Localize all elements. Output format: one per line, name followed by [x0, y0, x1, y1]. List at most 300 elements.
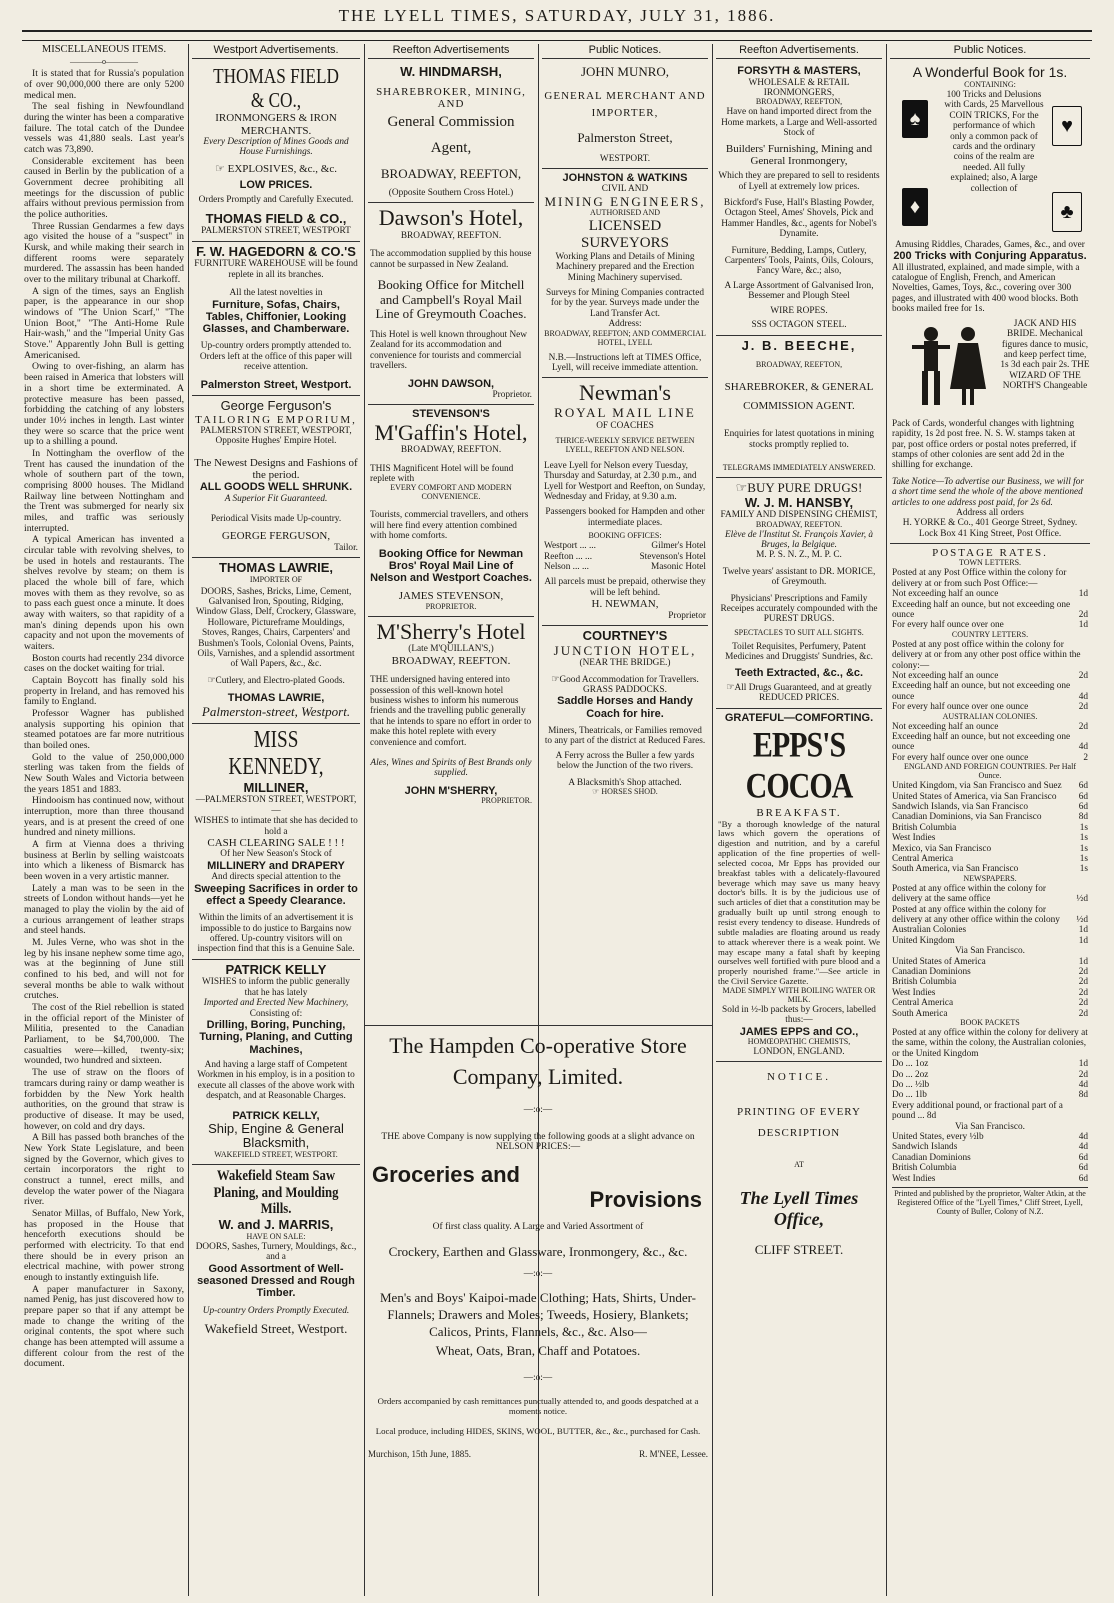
- ad-text: DOORS, Sashes, Bricks, Lime, Cement, Galvanised Iron, Spouting, Ridging, Window Glass, Delf, Crockery, Glassware, Holloware, Pictureframe Mouldings, Stoves, Ranges, Chairs, Carpenters' and Bushmen's Tools, Colonial Ovens, Paints, Oils, Varnishes, and a splendid assortment of Wall Papers, &c., &c.: [195, 586, 357, 670]
- ad-text: THRICE-WEEKLY SERVICE BETWEEN LYELL, REEFTON AND NELSON.: [555, 435, 695, 454]
- rate-label: Canadian Dominions: [892, 967, 971, 977]
- rate-label: United States of America, via San Francisco: [892, 791, 1057, 802]
- rate-row: [892, 967, 1088, 977]
- thomas-field-ad: [192, 62, 360, 241]
- ad-text: Surveys for Mining Companies contracted for by the year. Surveys made under the Land Transfer Act.: [545, 288, 704, 319]
- rate-table: [892, 1132, 1088, 1184]
- rate-value: 2d: [1078, 987, 1088, 998]
- rate-row: [892, 1090, 1088, 1100]
- ad-subtitle: TAILORING EMPORIUM,: [195, 413, 357, 426]
- ad-text: All the latest novelties in: [229, 288, 323, 299]
- rate-label: Not exceeding half an ounce: [892, 721, 999, 732]
- ad-text: DOORS, Sashes, Turnery, Mouldings, &c., and a: [195, 1241, 357, 1263]
- ad-text: Posted at any Post Office within the colony for delivery at or from such Post Office:—: [892, 568, 1067, 589]
- section-heading: Via San Francisco.: [955, 1121, 1025, 1132]
- rate-row: [892, 589, 1088, 599]
- public-notices-header: Public Notices.: [542, 44, 708, 59]
- rate-row: [892, 1153, 1088, 1163]
- ad-text: WAKEFIELD STREET, WESTPORT.: [214, 1149, 338, 1159]
- ad-text: Every Description of Mines Goods and House Furnishings.: [203, 136, 349, 158]
- ad-text: Posted at any office within the colony for delivery at the same, within the colony, the Australian colonies, or the United Kingdom: [892, 1027, 1088, 1059]
- misc-item: Professor Wagner has published analysis supporting his opinion that steamed potatoes are far more nutritious than boiled ones.: [24, 707, 184, 751]
- rate-table: [892, 957, 1088, 1019]
- ad-text: HOMŒOPATHIC CHEMISTS,: [747, 1036, 851, 1046]
- ad-text: LONDON, ENGLAND.: [753, 1046, 845, 1057]
- ad-text: Address:: [608, 319, 642, 330]
- ad-text: Palmerston Street, Westport.: [200, 378, 352, 391]
- wonderful-book-ad: [890, 62, 1090, 544]
- rate-value: 6d: [1078, 781, 1088, 792]
- rate-value: 2d: [1078, 671, 1088, 682]
- rate-row: [892, 998, 1088, 1008]
- ad-text: Address all orders: [956, 507, 1024, 518]
- ad-text: Sold in ½-lb packets by Grocers, labelled thus:—: [722, 1004, 876, 1026]
- rate-row: [892, 722, 1088, 732]
- misc-item: Lately a man was to be seen in the streets of London without hands—yet he managed to play the violin by the aid of a curious arrangement of leather straps and steel hands.: [24, 882, 184, 937]
- ad-text: Wheat, Oats, Bran, Chaff and Potatoes.: [435, 1343, 641, 1359]
- dancing-figures-icon: [906, 319, 996, 419]
- ad-text: Toilet Requisites, Perfumery, Patent Medicines and Druggists' Sundries, &c.: [725, 641, 873, 663]
- ad-text: (NEAR THE BRIDGE.): [579, 658, 671, 669]
- section-heading: ENGLAND AND FOREIGN COUNTRIES. Per Half Ounce.: [904, 762, 1076, 781]
- rate-row: [892, 732, 1088, 753]
- ad-text: MINING ENGINEERS,: [544, 193, 706, 209]
- rate-label: Do ... 1oz: [892, 1059, 929, 1070]
- rate-row: [892, 1142, 1088, 1152]
- rate-row: [892, 957, 1088, 967]
- rate-label: Do ... ½lb: [892, 1080, 930, 1091]
- ad-text: HAVE ON SALE:: [246, 1231, 306, 1241]
- ad-title: F. W. HAGEDORN & CO.'S: [196, 243, 356, 259]
- ad-title: W. HINDMARSH,: [400, 64, 502, 80]
- misc-item: Gold to the value of 250,000,000 sterling was taken from the fields of New South Wales and Victoria between the years 1851 and 1883.: [24, 751, 184, 795]
- lawrie-ad: [192, 558, 360, 724]
- rate-row: [892, 781, 1088, 791]
- rate-label: Posted at any office within the colony for delivery at any other office within the colony: [892, 904, 1060, 925]
- ad-text: GRASS PADDOCKS.: [583, 684, 667, 695]
- rate-label: Exceeding half an ounce, but not exceeding one ounce: [892, 732, 1071, 753]
- booking-office-hotel: Gilmer's Hotel: [651, 541, 706, 552]
- rate-label: Do ... 2oz: [892, 1069, 929, 1080]
- booking-office-hotel: Masonic Hotel: [651, 562, 706, 573]
- dawson-ad: [368, 203, 534, 405]
- ad-text: EVERY COMFORT AND MODERN CONVENIENCE.: [390, 483, 512, 502]
- ad-text: A Ferry across the Buller a few yards below the Junction of the two rivers.: [555, 750, 695, 772]
- misc-item: Boston courts had recently 234 divorce cases on the docket waiting for trial.: [24, 652, 185, 675]
- ad-text: Orders Promptly and Carefully Executed.: [198, 195, 354, 206]
- ad-title: A Wonderful Book for 1s.: [912, 64, 1068, 81]
- ferguson-ad: [192, 396, 360, 558]
- ad-title: Dawson's Hotel,: [378, 205, 524, 231]
- ad-text: BROADWAY, REEFTON.: [400, 445, 502, 456]
- newman-ad: [542, 378, 708, 626]
- ad-text: PROPRIETOR.: [425, 601, 477, 611]
- ad-title: COURTNEY'S: [582, 628, 668, 643]
- ad-text: Drilling, Boring, Punching, Turning, Planing, and Cutting Machines,: [199, 1018, 353, 1056]
- ad-text: ☞BUY PURE DRUGS!: [735, 480, 863, 496]
- rate-value: 1s: [1079, 833, 1088, 844]
- rate-row: [892, 600, 1088, 621]
- ad-text: Furniture, Sofas, Chairs, Tables, Chiffonier, Looking Glasses, and Chamberware.: [202, 298, 350, 336]
- misc-item: A sign of the times, says an English paper, is the appearance in our shop windows of "The Union Scarf," "The Union Boot," "The Anti-Home Rule Hair-wash," and the "Imperial Unity Gas Stove." Apparently John Bull is getting Americanised.: [24, 285, 184, 361]
- ad-text: BROADWAY, REEFTON.: [400, 231, 502, 242]
- diamond-card-icon: ♦: [902, 188, 928, 226]
- hagedorn-ad: [192, 242, 360, 396]
- rate-value: 1d: [1078, 620, 1088, 631]
- rate-value: 4d: [1078, 1080, 1088, 1091]
- ad-text: Palmerston-street, Westport.: [201, 703, 351, 719]
- misc-items-column: [24, 44, 184, 1596]
- ad-text: BROADWAY, REEFTON,: [755, 360, 843, 370]
- misc-item: A paper manufacturer in Saxony, named Penig, has just discovered how to prepare paper so that if any attempt be made to change the writing of the original contents, the spot where such change has been attempted will assume a different colour from the rest of the document.: [24, 1283, 184, 1370]
- ad-text: PRINTING OF EVERY DESCRIPTION: [737, 1105, 861, 1139]
- rate-row: [892, 1174, 1088, 1184]
- ad-text: (Opposite Southern Cross Hotel.): [388, 188, 514, 199]
- rate-label: Australian Colonies: [892, 925, 967, 936]
- rate-value: 6d: [1078, 791, 1088, 802]
- ornament: ————o————: [70, 56, 138, 66]
- column-divider: [188, 44, 189, 1596]
- section-heading: TOWN LETTERS.: [958, 558, 1022, 568]
- ad-text: SPECTACLES TO SUIT ALL SIGHTS.: [734, 627, 864, 637]
- rate-table: [892, 722, 1088, 764]
- rate-row: [892, 802, 1088, 812]
- ad-text: WIRE ROPES.: [770, 305, 828, 316]
- marris-ad: [192, 1165, 360, 1341]
- rate-value: 2d: [1078, 977, 1088, 988]
- ad-text: FURNITURE WAREHOUSE will be found replete in all its branches.: [194, 259, 358, 280]
- ad-text: Palmerston Street,: [577, 130, 673, 146]
- ad-title: M'Gaffin's Hotel,: [374, 419, 528, 445]
- ad-text: H. NEWMAN,: [591, 598, 659, 611]
- rate-value: 1d: [1078, 956, 1088, 967]
- courtney-ad: [542, 626, 708, 801]
- ad-date: Murchison, 15th June, 1885.: [368, 1448, 471, 1459]
- rate-value: 8d: [1078, 1090, 1088, 1101]
- masthead: THE LYELL TIMES, SATURDAY, JULY 31, 1886.: [338, 6, 776, 25]
- rate-label: For every half ounce over one: [892, 620, 1004, 631]
- ad-text: Passengers booked for Hampden and other intermediate places.: [545, 507, 705, 528]
- ad-text: IMPORTER OF: [249, 574, 303, 584]
- rate-label: Canadian Dominions: [892, 1152, 971, 1163]
- ad-text: W. and J. MARRIS,: [218, 1217, 334, 1233]
- ad-text: H. YORKE & Co., 401 George Street, Sydney.: [902, 518, 1078, 529]
- rate-row: [892, 977, 1088, 987]
- rate-label: Canadian Dominions, via San Francisco: [892, 812, 1042, 823]
- ad-text: Of first class quality. A Large and Varied Assortment of: [432, 1222, 644, 1233]
- ad-text: Teeth Extracted, &c., &c.: [734, 666, 864, 679]
- ad-text: Every additional pound, or fractional part of a pound ... 8d: [892, 1100, 1063, 1122]
- hampden-footer: [368, 1449, 708, 1459]
- separator: —:o:—: [523, 1105, 553, 1116]
- ad-text: M. P. S. N. Z., M. P. C.: [756, 550, 842, 561]
- ad-text: JOHN M'SHERRY,: [404, 784, 498, 797]
- ad-text: MILLINERY and DRAPERY: [207, 859, 345, 872]
- hampden-subtitle: Company, Limited.: [452, 1063, 624, 1089]
- ad-text: Local produce, including HIDES, SKINS, WOOL, BUTTER, &c., &c., purchased for Cash.: [375, 1426, 701, 1437]
- ad-title: W. J. M. HANSBY,: [744, 494, 854, 510]
- provisions-heading: Provisions: [589, 1186, 702, 1212]
- rate-label: Not exceeding half an ounce: [892, 589, 999, 600]
- ad-text: Furniture, Bedding, Lamps, Cutlery, Carpenters' Tools, Paints, Oils, Colours, Fancy Ware, &c.; also,: [724, 245, 874, 277]
- ad-subtitle: FAMILY AND DISPENSING CHEMIST,: [720, 510, 878, 521]
- rate-label: United States of America: [892, 956, 986, 967]
- groceries-heading: Groceries and: [372, 1161, 520, 1187]
- misc-item: The seal fishing in Newfoundland during the winter has been a comparative failure. The total catch of the Dundee vessels was 41,880 seals. Last year's catch was 73,890.: [24, 101, 184, 156]
- rate-value: 2: [1083, 752, 1088, 763]
- ad-text: THE undersigned having entered into possession of this well-known hotel business wishes to inform his numerous friends and the travelling public generally that he intends to spare no effort in order to make this hotel replete with every convenience and comfort.: [370, 675, 532, 748]
- ad-text: Periodical Visits made Up-country.: [210, 514, 342, 525]
- rate-label: United Kingdom, via San Francisco and Suez: [892, 781, 1062, 792]
- ad-text: Within the limits of an advertisement it is impossible to do justice to Bargains now offered. Up-country visitors will on inspection find that this is a Genuine Sale.: [197, 913, 355, 955]
- ad-title: J. B. BEECHE,: [741, 337, 857, 353]
- ad-text: Bickford's Fuse, Hall's Blasting Powder, Octagon Steel, Ames' Shovels, Pick and Hammer Handles, &c., agents for Nobel's Dynamite.: [721, 198, 877, 240]
- imprint: Printed and published by the proprietor, Walter Atkin, at the Registered Office of the "Lyell Times," Cliff Street, Lyell, County of Buller, Colony of N.Z.: [892, 1187, 1088, 1217]
- ad-text: SHAREBROKER, MINING, AND: [376, 85, 526, 111]
- column-divider: [886, 44, 887, 1596]
- ad-text: STEVENSON'S: [412, 408, 490, 421]
- ad-text: Orders accompanied by cash remittances punctually attended to, and goods despatched at a moments notice.: [377, 1396, 699, 1417]
- booking-office-town: Nelson ... ...: [544, 562, 589, 573]
- rate-label: United Kingdom: [892, 935, 955, 946]
- ad-text: Proprietor.: [492, 389, 532, 400]
- rate-row: [892, 833, 1088, 843]
- ad-lessee: R. M'NEE, Lessee.: [639, 1448, 708, 1459]
- rate-value: 1d: [1078, 589, 1088, 600]
- ad-text: The accommodation supplied by this house cannot be surpassed in New Zealand.: [370, 249, 532, 270]
- rate-label: For every half ounce over one ounce: [892, 702, 1029, 713]
- ad-text: BROADWAY, REEFTON,: [755, 97, 843, 107]
- rate-value: 6d: [1078, 1163, 1088, 1174]
- ad-text: CONTAINING:: [964, 79, 1016, 89]
- ad-title: JOHNSTON & WATKINS: [562, 172, 688, 184]
- separator: —:o:—: [523, 1372, 553, 1383]
- ad-text: Wakefield Street, Westport.: [204, 1320, 348, 1336]
- ad-text: GENERAL MERCHANT AND IMPORTER,: [544, 89, 706, 120]
- ad-text: 200 Tricks with Conjuring Apparatus.: [893, 250, 1087, 263]
- hampden-rule: [365, 1025, 712, 1026]
- rate-table: [892, 671, 1088, 713]
- rate-row: [892, 1070, 1088, 1080]
- rate-label: For every half ounce over one ounce: [892, 752, 1029, 763]
- spade-card-icon: ♠: [902, 100, 928, 138]
- ad-text: CLIFF STREET.: [754, 1241, 844, 1257]
- ad-text: AUTHORISED AND: [590, 208, 660, 218]
- rate-row: [892, 1132, 1088, 1142]
- ad-text: And directs special attention to the: [211, 872, 341, 883]
- rate-value: 2d: [1078, 967, 1088, 977]
- rate-row: [892, 812, 1088, 822]
- rate-label: Exceeding half an ounce, but not exceeding one ounce: [892, 599, 1071, 621]
- postage-rates: [890, 544, 1090, 1221]
- rate-row: [892, 1080, 1088, 1090]
- ad-text: THIS Magnificent Hotel will be found replete with: [370, 463, 514, 485]
- ad-title: PATRICK KELLY: [225, 961, 327, 977]
- misc-item: The cost of the Riel rebellion is stated in the official report of the Minister of Militia, presented to the Canadian Parliament, to be $4,700,000. The casualties were—killed, twenty-six; wounded, two hundred and sixteen.: [24, 1002, 184, 1067]
- rate-label: Not exceeding half an ounce: [892, 671, 999, 682]
- rate-row: [892, 823, 1088, 833]
- ad-text: WESTPORT.: [599, 153, 651, 164]
- rate-label: Do ... 1lb: [892, 1090, 927, 1101]
- ad-text: Crockery, Earthen and Glassware, Ironmongery, &c., &c.: [388, 1243, 688, 1259]
- rate-value: 6d: [1078, 1152, 1088, 1163]
- ad-subtitle: IRONMONGERS & IRON MERCHANTS.: [215, 112, 337, 137]
- ad-text: "By a thorough knowledge of the natural laws which govern the operations of digestion and nutrition, and by a careful application of the fine properties of well-selected cocoa, Mr Epps has provided our breakfast tables with a delicately-flavoured beverage which may save us many heavy doctor's bills. It is by the judicious use of such articles of diet that a constitution may be gradually built up until strong enough to resist every tendency to disease. Hundreds of subtle maladies are floating around us ready to attack wherever there is a weak point. We may escape many a fatal shaft by keeping ourselves well fortified with pure blood and a properly nourished frame."—See article in the Civil Service Gazette.: [718, 818, 880, 987]
- ad-text: The Newest Designs and Fashions of the period.: [194, 456, 358, 481]
- ad-subtitle: MILLINER,: [243, 779, 309, 795]
- ad-title: George Ferguson's: [220, 398, 332, 413]
- rate-label: Central America: [892, 853, 954, 864]
- rate-value: 6d: [1078, 801, 1088, 812]
- misc-item: Senator Millas, of Buffalo, New York, has proposed in the House that henceforth executions should be performed with electricity. To that end there should be in every prison an electrical machine, with power strong enough to instantly extinguish life.: [24, 1207, 184, 1283]
- ad-text: All illustrated, explained, and made simple, with a catalogue of English, French, and American Novelties, Games, Toys, &c., covering over 300 pages, and illustrated with 400 wood blocks. Both books mailed free for 1s.: [892, 262, 1080, 315]
- rate-label: British Columbia: [892, 977, 957, 988]
- ad-text: A Large Assortment of Galvanised Iron, Bessemer and Plough Steel: [724, 280, 874, 302]
- rate-value: 2d: [1078, 998, 1088, 1009]
- ad-text: Builders' Furnishing, Mining and General Ironmongery,: [725, 142, 873, 167]
- ad-text: Tailor.: [334, 542, 358, 553]
- rate-label: United States, every ½lb: [892, 1132, 984, 1143]
- rate-table: [892, 781, 1088, 875]
- ad-text: Miners, Theatricals, or Families removed to any part of the district at Reduced Fares.: [544, 725, 706, 747]
- ad-text: ☞Cutlery, and Electro-plated Goods.: [207, 675, 345, 686]
- ad-text: General Commission Agent,: [387, 114, 515, 156]
- ad-subtitle: WHOLESALE & RETAIL IRONMONGERS,: [748, 77, 850, 99]
- ad-text: Up-country Orders Promptly Executed.: [202, 1305, 350, 1316]
- ad-text: BROADWAY, REEFTON,: [380, 166, 522, 182]
- ad-subtitle: JUNCTION HOTEL,: [553, 642, 697, 658]
- rate-value: ½d: [1076, 914, 1088, 925]
- ad-title: JOHN MUNRO,: [580, 64, 670, 80]
- ad-text: ☞All Drugs Guaranteed, and at greatly REDUCED PRICES.: [726, 682, 872, 704]
- ad-text: Opposite Hughes' Empire Hotel.: [215, 436, 337, 447]
- ad-text: BROADWAY, REEFTON; AND COMMERCIAL HOTEL, LYELL: [544, 328, 706, 347]
- johnston-watkins-ad: [542, 169, 708, 378]
- ad-text: PALMERSTON STREET, WESTPORT,: [200, 425, 352, 436]
- heart-card-icon: ♥: [1052, 106, 1082, 146]
- ad-text: BROADWAY, REEFTON.: [755, 519, 843, 529]
- westport-header: Westport Advertisements.: [192, 44, 360, 59]
- rate-value: ½d: [1076, 894, 1088, 905]
- rate-value: 2d: [1078, 610, 1088, 621]
- ad-title: EPPS'S COCOA: [745, 725, 853, 806]
- ad-text: Enquiries for latest quotations in mining stocks promptly replied to.: [723, 429, 875, 450]
- misc-items-list: [24, 69, 184, 1370]
- rate-table: [892, 589, 1088, 631]
- ad-text: Up-country orders promptly attended to. Orders left at the office of this paper will receive attention.: [199, 341, 353, 373]
- ad-text: Twelve years' assistant to DR. MORICE, of Greymouth.: [722, 566, 876, 588]
- ad-text: Booking Office for Mitchell and Campbell's Royal Mail Line of Greymouth Coaches.: [375, 277, 527, 322]
- rate-row: [892, 1163, 1088, 1173]
- ad-text: Consisting of:: [249, 1008, 303, 1019]
- hampden-store-ad: [368, 1034, 708, 1594]
- ad-text: Sweeping Sacrifices in order to effect a Speedy Clearance.: [194, 882, 358, 907]
- rate-label: Posted at any office within the colony for delivery at the same office: [892, 883, 1046, 905]
- rate-row: [892, 936, 1088, 946]
- ad-text: WISHES to intimate that she has decided to hold a: [194, 816, 358, 837]
- booking-office-town: Reefton ... ...: [544, 551, 593, 562]
- ad-text: Of her New Season's Stock of: [220, 849, 332, 860]
- rate-label: South America, via San Francisco: [892, 864, 1019, 875]
- misc-item: Hindooism has continued now, without interruption, more than three thousand years, and is at present the creed of one hundred and ninety millions.: [24, 795, 184, 839]
- rate-value: 1d: [1078, 1059, 1088, 1070]
- ad-text: Good Assortment of Well-seasoned Dressed and Rough Timber.: [197, 1262, 355, 1300]
- ad-text: WISHES to inform the public generally that he has lately: [202, 977, 350, 998]
- hansby-ad: [716, 478, 882, 709]
- rate-label: British Columbia: [892, 822, 957, 833]
- ad-text: N.B.—Instructions left at TIMES Office, Lyell, will receive immediate attention.: [548, 352, 702, 373]
- kelly-ad: [192, 960, 360, 1165]
- rate-value: 1d: [1078, 925, 1088, 936]
- ad-text: PROPRIETOR.: [481, 796, 532, 806]
- ad-text: Saddle Horses and Handy Coach for hire.: [557, 695, 693, 720]
- rate-value: 1s: [1079, 822, 1088, 833]
- rate-row: [892, 854, 1088, 864]
- rate-label: Exceeding half an ounce, but not exceeding one ounce: [892, 681, 1071, 702]
- separator: —:o:—: [523, 1269, 553, 1280]
- rate-value: 2d: [1078, 1069, 1088, 1080]
- ad-text: Amusing Riddles, Charades, Games, &c., and over: [895, 239, 1085, 250]
- rate-value: 1s: [1079, 843, 1088, 854]
- ad-text: LOW PRICES.: [239, 179, 313, 192]
- ad-text: Elève de l'Institut St. François Xavier, à Bruges, la Belgique.: [724, 529, 874, 551]
- rate-label: Sandwich Islands: [892, 1142, 958, 1153]
- ad-text: Working Plans and Details of Mining Machinery prepared and the Erection Mining Machinery supervised.: [555, 251, 695, 283]
- ad-text: SHAREBROKER, & GENERAL COMMISSION AGENT.: [724, 381, 874, 412]
- rate-table: [892, 884, 1088, 946]
- rate-row: [892, 884, 1088, 905]
- rate-value: 2d: [1078, 1008, 1088, 1019]
- ad-text: OF COACHES: [596, 420, 654, 431]
- ad-text: CIVIL AND: [601, 184, 649, 195]
- ad-text: ☞Good Accommodation for Travellers.: [551, 674, 699, 685]
- misc-item: Three Russian Gendarmes a few days ago visited the house of a "suspect" in Kursk, and while making their search in different rooms were separately murdered. The assassin has been handed over to the military tribunal at Charkoff.: [24, 220, 184, 286]
- column-divider: [712, 44, 713, 1596]
- reefton-ads-column: [368, 44, 534, 806]
- section-heading: NEWSPAPERS.: [963, 873, 1017, 883]
- ad-text: THOMAS FIELD & CO.,: [205, 210, 347, 226]
- rate-label: West Indies: [892, 987, 936, 998]
- ad-text: PALMERSTON STREET, WESTPORT: [201, 226, 351, 237]
- ad-text: TELEGRAMS IMMEDIATELY ANSWERED.: [722, 463, 876, 473]
- top-rule-thin: [22, 40, 1092, 41]
- ad-text: ☞ EXPLOSIVES, &c., &c.: [215, 162, 337, 175]
- ad-text: —PALMERSTON STREET, WESTPORT,—: [195, 795, 357, 816]
- ad-title: Wakefield Steam Saw Planing, and Moulding Mills.: [213, 1167, 339, 1218]
- public-notices-column: [542, 44, 708, 796]
- jack-and-bride: [892, 319, 1088, 419]
- booking-office-town: Westport ... ...: [544, 541, 596, 552]
- ad-text: Posted at any post office within the colony for delivery at or from any other post office within the colony:—: [892, 639, 1081, 671]
- rate-label: Mexico, via San Francisco: [892, 843, 992, 854]
- ad-text: Ales, Wines and Spirits of Best Brands only supplied.: [370, 757, 532, 779]
- reefton-header-2: Reefton Advertisements.: [716, 44, 882, 59]
- misc-item: The use of straw on the floors of tramcars during rainy or damp weather is forbidden by the New York health authorities, on the ground that straw is productive of disease. It may be used, however, on cold and dry days.: [24, 1067, 184, 1132]
- ad-text: This Hotel is well known throughout New Zealand for its accommodation and convenience for tourists and commercial travellers.: [370, 329, 527, 372]
- postage-title: POSTAGE RATES.: [932, 547, 1048, 560]
- ad-title: MISS KENNEDY,: [228, 727, 324, 781]
- stevenson-ad: [368, 405, 534, 616]
- rate-label: South America: [892, 1008, 948, 1019]
- epps-cocoa-ad: [716, 709, 882, 1063]
- misc-item: M. Jules Verne, who was shot in the leg by his insane nephew some time ago, was at the beginning of June still confined to his bed, and will not for several months be able to walk without crutches.: [24, 937, 184, 1002]
- ad-text: SSS OCTAGON STEEL.: [751, 320, 847, 331]
- ad-text: Imported and Erected New Machinery,: [203, 998, 349, 1009]
- ad-text: Ship, Engine & General Blacksmith,: [208, 1120, 344, 1151]
- misc-item: Considerable excitement has been caused in Berlin by the publication of a Government decree prohibiting all meetings for the discussion of public affairs without previous permission from the police authorities.: [24, 155, 184, 221]
- top-rule: [22, 30, 1092, 32]
- rate-value: 4d: [1078, 742, 1088, 753]
